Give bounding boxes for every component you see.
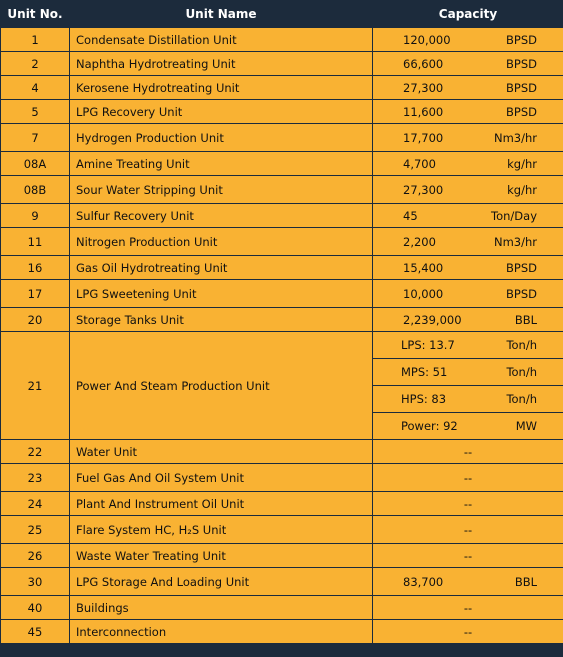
capacity-unit: BBL [514, 574, 537, 589]
table-row [1, 492, 563, 516]
capacity-value: MPS: 51 [401, 365, 448, 379]
unit-no: 7 [1, 124, 70, 152]
unit-name: Buildings [70, 596, 373, 620]
capacity-value: 83,700 [403, 574, 444, 589]
table-row [1, 620, 563, 644]
table-row [1, 596, 563, 620]
header-unit-name: Unit Name [70, 0, 373, 28]
unit-no: 24 [1, 492, 70, 516]
unit-no: 2 [1, 52, 70, 76]
unit-no: 9 [1, 204, 70, 228]
table-row [1, 28, 563, 52]
capacity-value: LPS: 13.7 [401, 338, 455, 352]
capacity-cell [373, 386, 563, 413]
table-row [1, 228, 563, 256]
unit-name: Hydrogen Production Unit [70, 124, 373, 152]
table-row-power [1, 332, 563, 359]
table-row [1, 124, 563, 152]
capacity-cell [373, 359, 563, 386]
capacity-empty: -- [373, 544, 563, 568]
capacity-empty: -- [373, 620, 563, 644]
unit-name: Nitrogen Production Unit [70, 228, 373, 256]
capacity-cell [373, 228, 563, 256]
unit-name: Storage Tanks Unit [70, 308, 373, 332]
unit-name: Water Unit [70, 440, 373, 464]
header-capacity: Capacity [373, 0, 563, 28]
capacity-cell [373, 568, 563, 596]
table-row [1, 204, 563, 228]
capacity-cell [373, 204, 563, 228]
capacity-empty: -- [373, 492, 563, 516]
capacity-unit: MW [515, 419, 537, 433]
unit-no: 25 [1, 516, 70, 544]
capacity-empty: -- [373, 596, 563, 620]
capacity-value: 11,600 [403, 104, 444, 119]
capacity-unit: Ton/Day [491, 208, 537, 223]
unit-no: 5 [1, 100, 70, 124]
table-row [1, 76, 563, 100]
unit-name: Amine Treating Unit [70, 152, 373, 176]
table-row [1, 152, 563, 176]
capacity-cell [373, 124, 563, 152]
unit-no: 17 [1, 280, 70, 308]
table-row [1, 568, 563, 596]
unit-no: 1 [1, 28, 70, 52]
capacity-value: 66,600 [403, 56, 444, 71]
capacity-value: 27,300 [403, 80, 444, 95]
unit-name: LPG Recovery Unit [70, 100, 373, 124]
unit-no: 21 [1, 332, 70, 440]
capacity-unit: BPSD [506, 32, 537, 47]
capacity-cell [373, 76, 563, 100]
capacity-value: 2,200 [403, 234, 436, 249]
capacity-unit: Nm3/hr [493, 234, 537, 249]
capacity-empty: -- [373, 464, 563, 492]
unit-name: LPG Sweetening Unit [70, 280, 373, 308]
capacity-unit: BPSD [506, 260, 537, 275]
unit-name: Kerosene Hydrotreating Unit [70, 76, 373, 100]
unit-name: Plant And Instrument Oil Unit [70, 492, 373, 516]
unit-name: Gas Oil Hydrotreating Unit [70, 256, 373, 280]
table-row [1, 280, 563, 308]
unit-name: Condensate Distillation Unit [70, 28, 373, 52]
unit-name: Power And Steam Production Unit [70, 332, 373, 440]
unit-no: 11 [1, 228, 70, 256]
unit-no: 4 [1, 76, 70, 100]
table-row [1, 176, 563, 204]
capacity-value: 27,300 [403, 182, 444, 197]
unit-no: 22 [1, 440, 70, 464]
unit-no: 26 [1, 544, 70, 568]
table-row [1, 516, 563, 544]
table-row [1, 52, 563, 76]
capacity-cell [373, 52, 563, 76]
table-row [1, 544, 563, 568]
capacity-empty: -- [373, 440, 563, 464]
capacity-value: 17,700 [403, 130, 444, 145]
unit-no: 16 [1, 256, 70, 280]
capacity-cell [373, 308, 563, 332]
capacity-cell [373, 332, 563, 359]
capacity-value: Power: 92 [401, 419, 458, 433]
capacity-unit: BPSD [506, 104, 537, 119]
table-row [1, 308, 563, 332]
capacity-value: 4,700 [403, 156, 436, 171]
capacity-unit: BPSD [506, 80, 537, 95]
unit-name: Interconnection [70, 620, 373, 644]
unit-no: 40 [1, 596, 70, 620]
capacity-cell [373, 100, 563, 124]
unit-no: 08B [1, 176, 70, 204]
unit-no: 30 [1, 568, 70, 596]
unit-name: Sulfur Recovery Unit [70, 204, 373, 228]
capacity-cell [373, 28, 563, 52]
capacity-unit: Nm3/hr [493, 130, 537, 145]
capacity-unit: kg/hr [507, 156, 537, 171]
unit-no: 20 [1, 308, 70, 332]
capacity-empty: -- [373, 516, 563, 544]
capacity-cell [373, 256, 563, 280]
header-row [1, 0, 563, 28]
capacity-value: 10,000 [403, 286, 444, 301]
unit-name: Waste Water Treating Unit [70, 544, 373, 568]
table-row [1, 256, 563, 280]
unit-name: Sour Water Stripping Unit [70, 176, 373, 204]
capacity-cell [373, 152, 563, 176]
table-row [1, 100, 563, 124]
capacity-cell [373, 413, 563, 440]
capacity-cell [373, 280, 563, 308]
unit-name: LPG Storage And Loading Unit [70, 568, 373, 596]
capacity-value: 2,239,000 [403, 312, 462, 327]
unit-name: Flare System HC, H₂S Unit [70, 516, 373, 544]
capacity-value: 15,400 [403, 260, 444, 275]
capacity-unit: Ton/h [506, 338, 537, 352]
table-row [1, 464, 563, 492]
capacity-unit: kg/hr [507, 182, 537, 197]
header-unit-no: Unit No. [1, 0, 70, 28]
capacity-unit: Ton/h [506, 392, 537, 406]
capacity-unit: BBL [514, 312, 537, 327]
capacity-cell [373, 176, 563, 204]
capacity-unit: BPSD [506, 56, 537, 71]
table-row [1, 440, 563, 464]
capacity-unit: BPSD [506, 286, 537, 301]
unit-no: 45 [1, 620, 70, 644]
unit-no: 08A [1, 152, 70, 176]
unit-no: 23 [1, 464, 70, 492]
unit-name: Fuel Gas And Oil System Unit [70, 464, 373, 492]
capacity-value: 45 [403, 208, 418, 223]
capacity-unit: Ton/h [506, 365, 537, 379]
capacity-value: HPS: 83 [401, 392, 447, 406]
unit-name: Naphtha Hydrotreating Unit [70, 52, 373, 76]
capacity-value: 120,000 [403, 32, 451, 47]
